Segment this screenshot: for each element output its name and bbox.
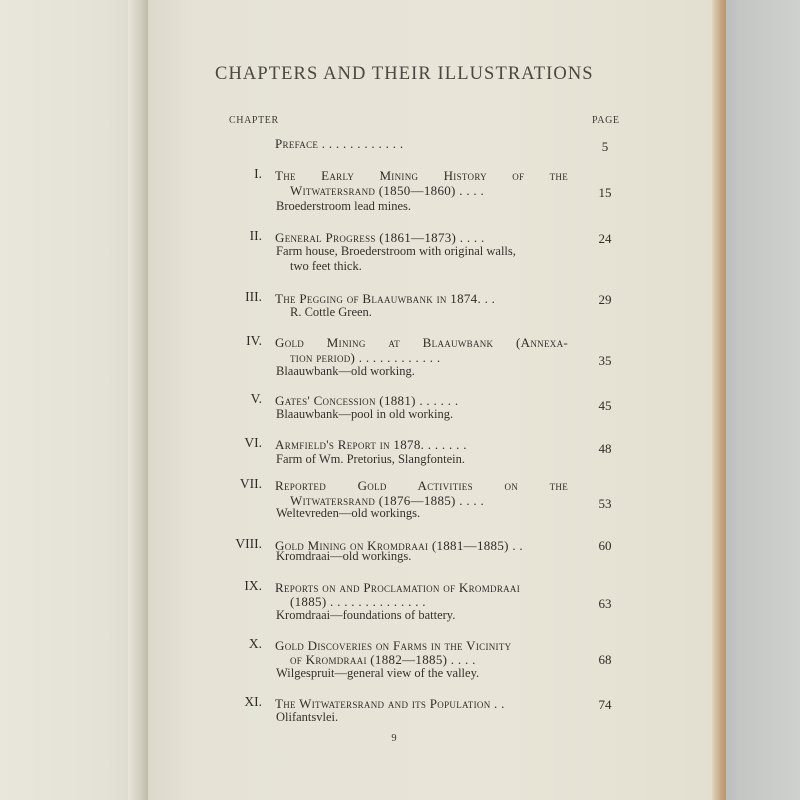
chapter-number: III. bbox=[245, 289, 262, 304]
chapter-number: XI. bbox=[244, 694, 262, 709]
page-column-header: PAGE bbox=[592, 115, 620, 126]
entry-title-line: (1885) . . . . . . . . . . . . . . bbox=[290, 594, 426, 609]
illustration-caption: two feet thick. bbox=[290, 259, 362, 273]
entry-title-line: The Witwatersrand and its Population . . bbox=[275, 696, 505, 711]
illustration-caption: R. Cottle Green. bbox=[290, 305, 372, 319]
entry-title-line: The Pegging of Blaauwbank in 1874. . . bbox=[275, 291, 496, 306]
illustration-caption: Kromdraai—foundations of battery. bbox=[276, 608, 456, 622]
entry-title-line: Armfield's Report in 1878. . . . . . . bbox=[275, 437, 467, 452]
chapter-number: VIII. bbox=[235, 536, 262, 551]
illustration-caption: Weltevreden—old workings. bbox=[276, 506, 421, 520]
entry-title-line: Witwatersrand (1876—1885) . . . . bbox=[290, 493, 485, 508]
entry-title-line: Gold Mining at Blaauwbank (Annexa- bbox=[275, 335, 568, 350]
entry-page-number: 63 bbox=[598, 596, 612, 611]
illustration-caption: Blaauwbank—pool in old working. bbox=[276, 407, 454, 421]
chapter-number: VI. bbox=[244, 435, 262, 450]
chapter-number: I. bbox=[254, 166, 262, 181]
entry-title-line: Preface . . . . . . . . . . . . bbox=[275, 136, 404, 151]
entry-title-line: General Progress (1861—1873) . . . . bbox=[275, 230, 485, 245]
chapter-number: IV. bbox=[246, 333, 262, 348]
entry-page-number: 74 bbox=[598, 697, 612, 712]
entry-page-number: 24 bbox=[598, 231, 612, 246]
entry-page-number: 45 bbox=[598, 398, 612, 413]
illustration-caption: Wilgespruit—general view of the valley. bbox=[276, 666, 480, 680]
chapter-column-header: CHAPTER bbox=[229, 115, 279, 126]
page-title: CHAPTERS AND THEIR ILLUSTRATIONS bbox=[215, 64, 594, 84]
entry-page-number: 29 bbox=[598, 292, 612, 307]
entry-page-number: 48 bbox=[598, 441, 612, 456]
entry-title-line: tion period) . . . . . . . . . . . . bbox=[290, 350, 441, 365]
entry-page-number: 5 bbox=[601, 139, 609, 154]
entry-page-number: 53 bbox=[598, 496, 612, 511]
entry-page-number: 68 bbox=[598, 652, 612, 667]
illustration-caption: Blaauwbank—old working. bbox=[276, 364, 415, 378]
chapter-number: V. bbox=[250, 391, 262, 406]
entry-title-line: of Kromdraai (1882—1885) . . . . bbox=[290, 652, 476, 667]
entry-title-line: Gold Mining on Kromdraai (1881—1885) . . bbox=[275, 538, 523, 553]
page-edge bbox=[712, 0, 726, 800]
chapter-number: VII. bbox=[239, 476, 262, 491]
chapter-number: II. bbox=[249, 228, 262, 243]
entry-title-line: Witwatersrand (1850—1860) . . . . bbox=[290, 183, 485, 198]
entry-title-line: Gates' Concession (1881) . . . . . . bbox=[275, 393, 459, 408]
illustration-caption: Broederstroom lead mines. bbox=[276, 199, 412, 213]
page-gutter bbox=[128, 0, 150, 800]
entry-title-line: Gold Discoveries on Farms in the Vicinity bbox=[275, 638, 512, 653]
chapter-number: X. bbox=[248, 636, 262, 651]
entry-title-line: Reports on and Proclamation of Kromdraai bbox=[275, 580, 521, 595]
entry-page-number: 15 bbox=[598, 185, 612, 200]
illustration-caption: Farm of Wm. Pretorius, Slangfontein. bbox=[276, 452, 465, 466]
entry-page-number: 35 bbox=[598, 353, 612, 368]
chapter-number: IX. bbox=[244, 578, 262, 593]
entry-page-number: 60 bbox=[598, 538, 612, 553]
illustration-caption: Kromdraai—old workings. bbox=[276, 549, 412, 563]
entry-title-line: Reported Gold Activities on the bbox=[275, 478, 568, 493]
entry-title-line: The Early Mining History of the bbox=[275, 168, 568, 183]
illustration-caption: Olifantsvlei. bbox=[276, 710, 339, 724]
folio-page-number: 9 bbox=[391, 733, 397, 744]
illustration-caption: Farm house, Broederstroom with original walls, bbox=[276, 244, 516, 258]
